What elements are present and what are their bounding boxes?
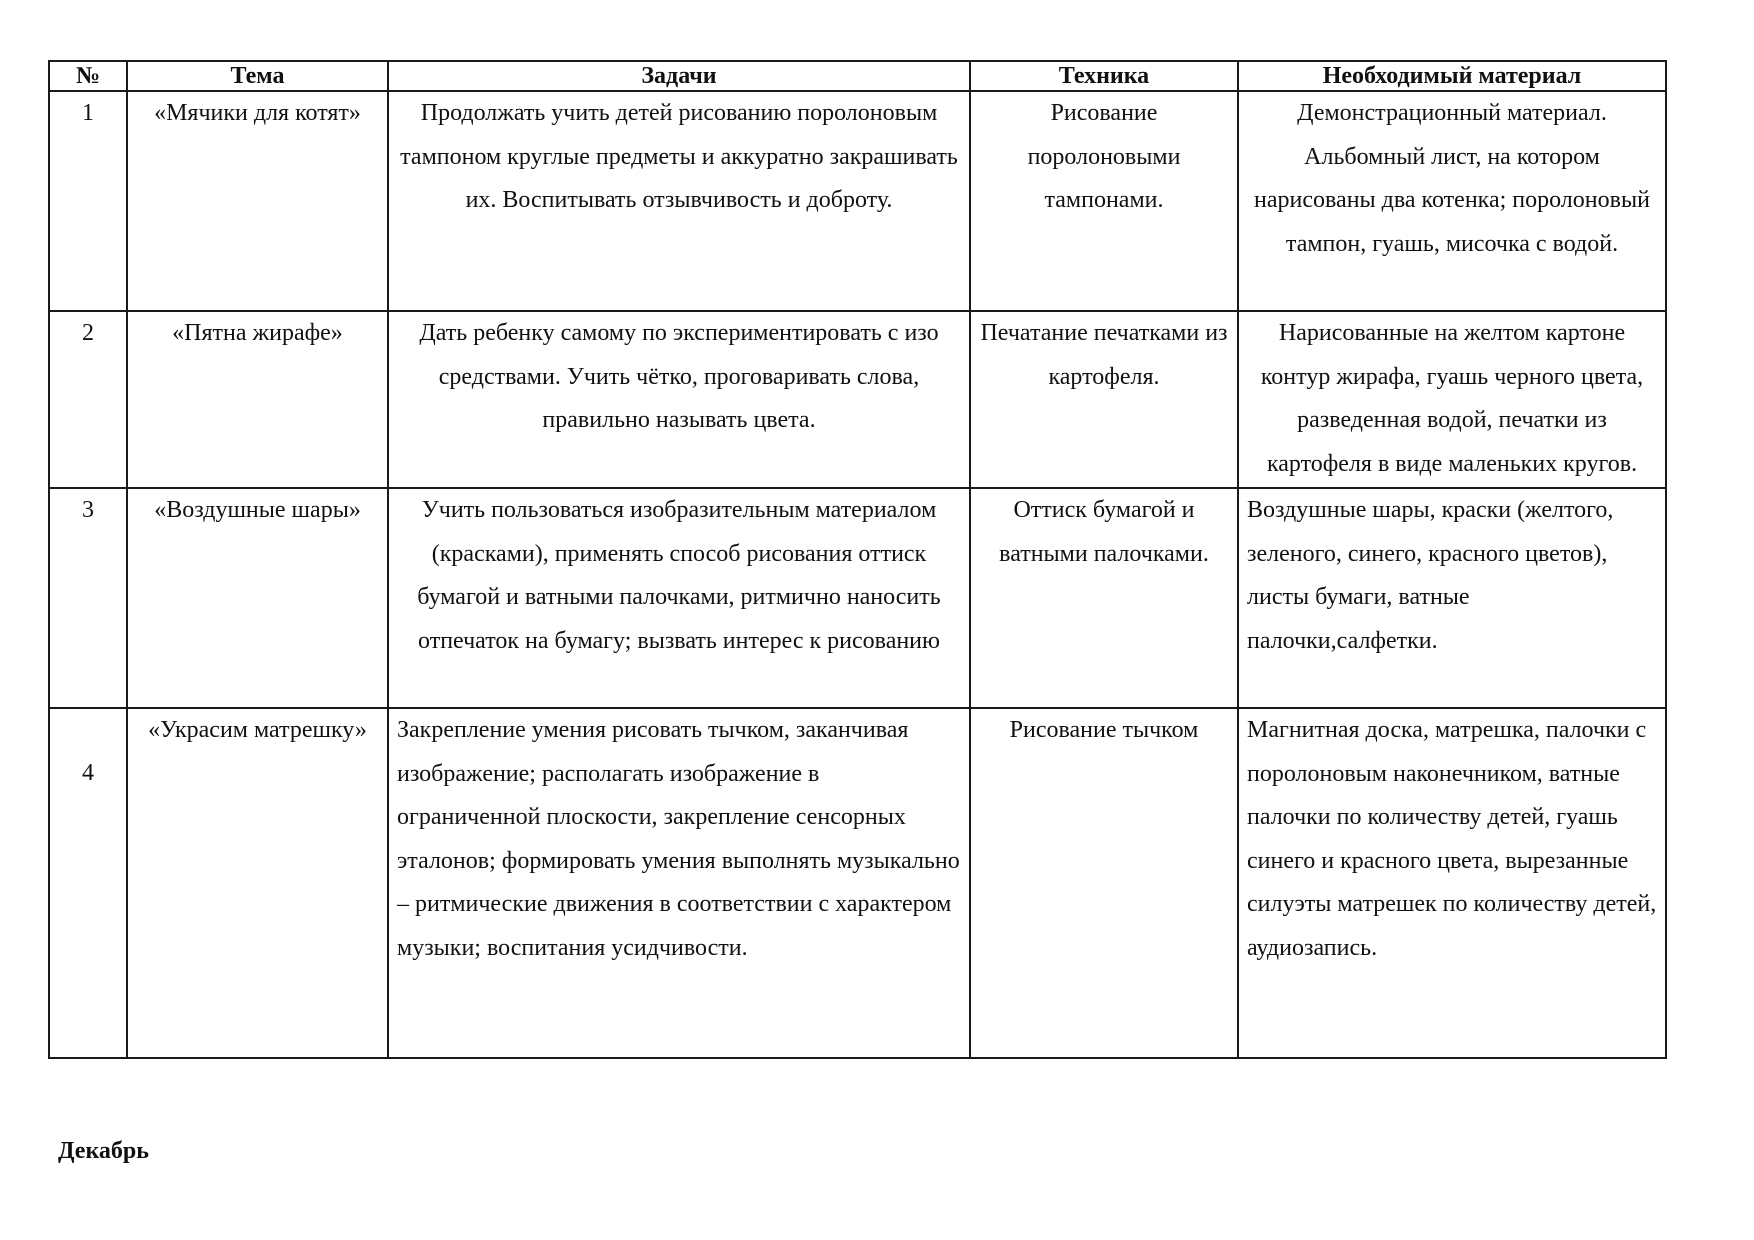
- header-technique: Техника: [970, 61, 1238, 91]
- header-number: №: [49, 61, 127, 91]
- header-theme: Тема: [127, 61, 388, 91]
- row-number: 2: [49, 311, 127, 488]
- month-heading: Декабрь: [58, 1138, 149, 1164]
- row-number: 1: [49, 91, 127, 311]
- row-tasks: Дать ребенку самому по экспериментировать с изо средствами. Учить чётко, проговаривать слова, правильно называть цвета.: [388, 311, 970, 488]
- row-number: 4: [49, 708, 127, 1058]
- row-material: Воздушные шары, краски (желтого, зеленого, синего, красного цветов), листы бумаги, ватные палочки,салфетки.: [1238, 488, 1666, 708]
- table-row: [49, 91, 1666, 311]
- row-material: Демонстрационный материал. Альбомный лист, на котором нарисованы два котенка; поролоновый тампон, гуашь, мисочка с водой.: [1238, 91, 1666, 311]
- row-tasks: Закрепление умения рисовать тычком, заканчивая изображение; располагать изображение в ограниченной плоскости, закрепление сенсорных эталонов; формировать умения выполнять музыкально – ритмические движения в соответствии с характером музыки; воспитания усидчивости.: [388, 708, 970, 1058]
- row-technique: Печатание печатками из картофеля.: [970, 311, 1238, 488]
- row-theme: «Пятна жирафе»: [127, 311, 388, 488]
- row-material: Магнитная доска, матрешка, палочки с поролоновым наконечником, ватные палочки по количеству детей, гуашь синего и красного цвета, вырезанные силуэты матрешек по количеству детей, аудиозапись.: [1238, 708, 1666, 1058]
- row-technique: Рисование поролоновыми тампонами.: [970, 91, 1238, 311]
- row-number: 3: [49, 488, 127, 708]
- row-theme: «Украсим матрешку»: [127, 708, 388, 1058]
- row-theme: «Воздушные шары»: [127, 488, 388, 708]
- header-tasks: Задачи: [388, 61, 970, 91]
- table-row: [49, 311, 1666, 488]
- header-material: Необходимый материал: [1238, 61, 1666, 91]
- row-theme: «Мячики для котят»: [127, 91, 388, 311]
- table-row: [49, 488, 1666, 708]
- row-tasks: Учить пользоваться изобразительным материалом (красками), применять способ рисования оттиск бумагой и ватными палочками, ритмично наносить отпечаток на бумагу; вызвать интерес к рисованию: [388, 488, 970, 708]
- header-row: [49, 61, 1666, 91]
- row-technique: Рисование тычком: [970, 708, 1238, 1058]
- row-tasks: Продолжать учить детей рисованию поролоновым тампоном круглые предметы и аккуратно закрашивать их. Воспитывать отзывчивость и доброту.: [388, 91, 970, 311]
- table-row: [49, 708, 1666, 1058]
- lesson-plan-table: [48, 60, 1667, 1059]
- row-material: Нарисованные на желтом картоне контур жирафа, гуашь черного цвета, разведенная водой, печатки из картофеля в виде маленьких кругов.: [1238, 311, 1666, 488]
- row-technique: Оттиск бумагой и ватными палочками.: [970, 488, 1238, 708]
